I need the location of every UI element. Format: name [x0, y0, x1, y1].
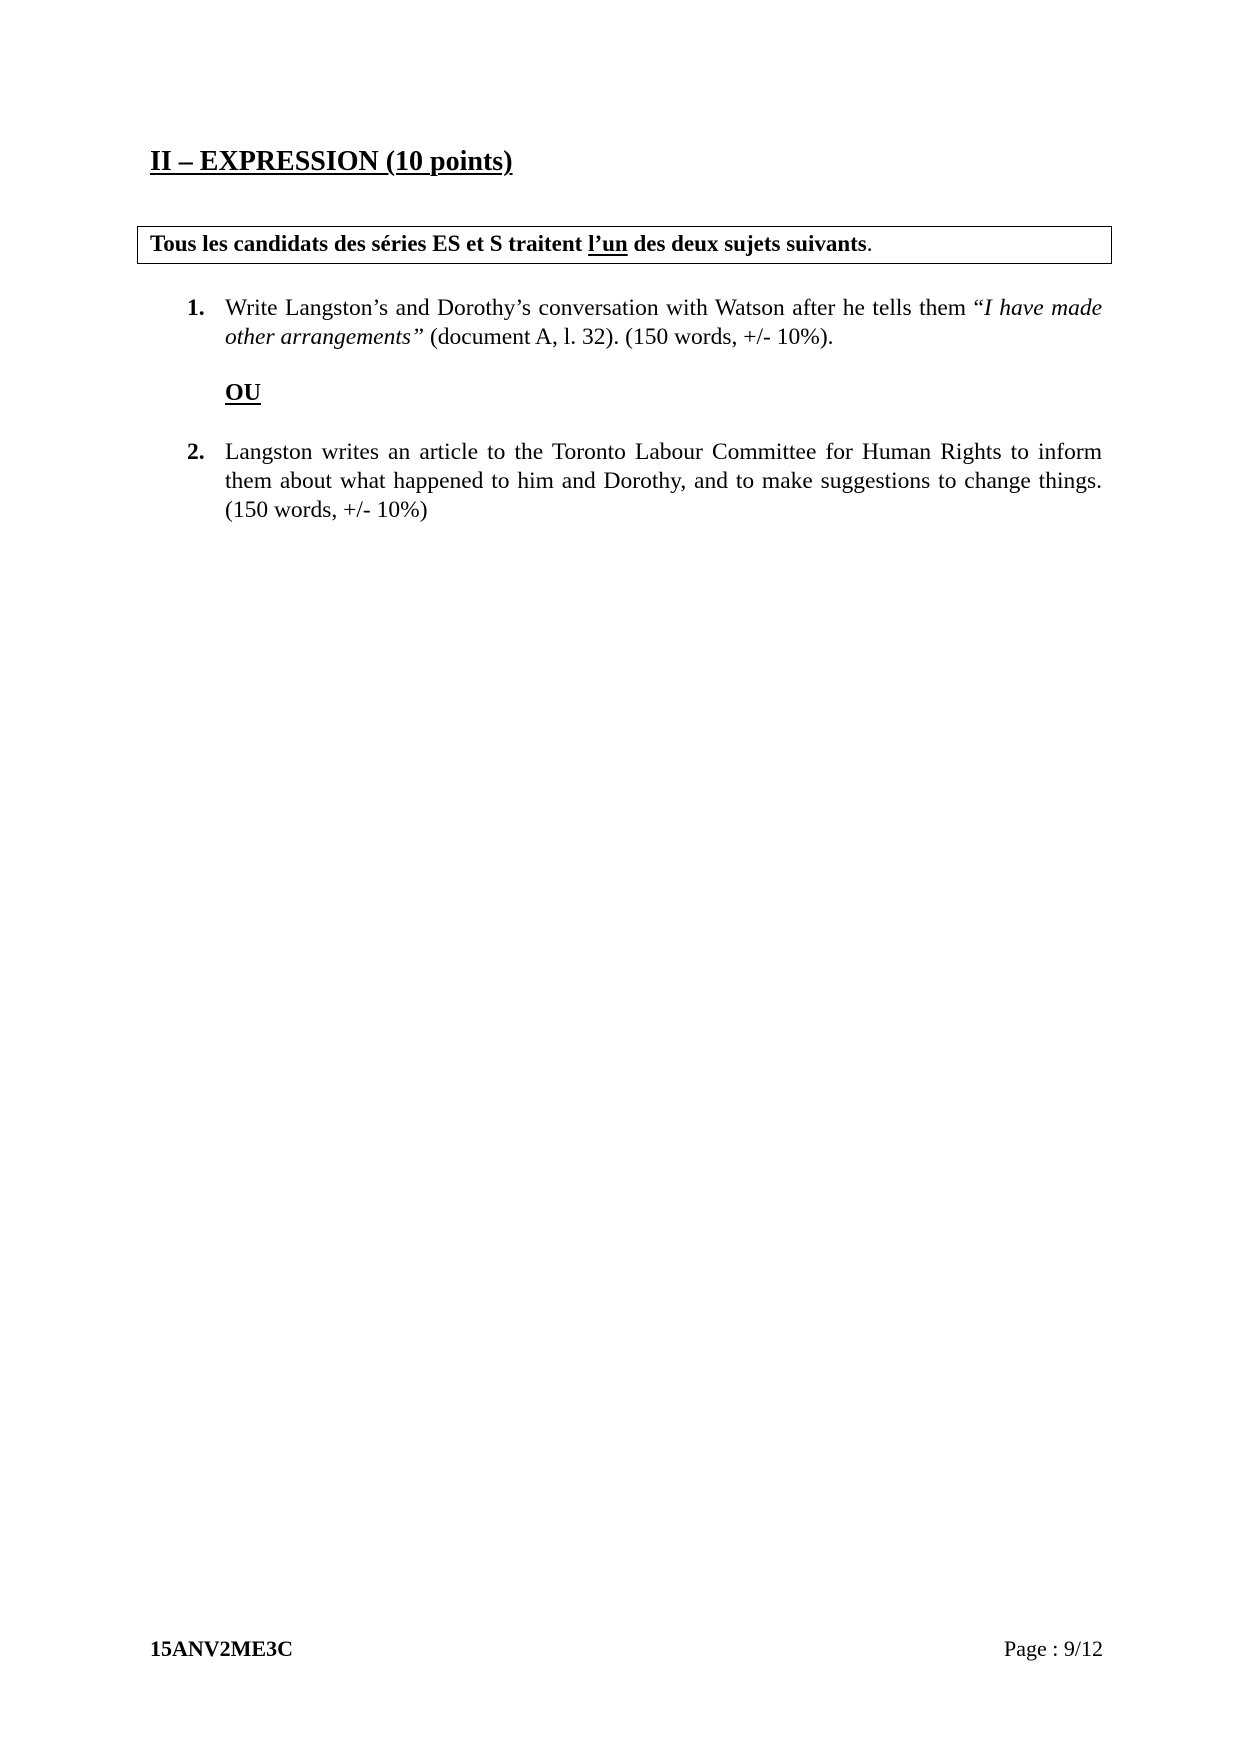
or-label: OU [225, 380, 261, 406]
page-number: Page : 9/12 [1004, 1636, 1103, 1661]
subject-text [225, 294, 1102, 352]
subject-item-1 [187, 294, 1102, 352]
subject-number: 2. [187, 439, 205, 465]
subject-text: Langston writes an article to the Toronto Labour Committee for Human Rights to inform them about what happened to him and Dorothy, and to make suggestions to change things. (150 words, +/- 10%) [225, 439, 1102, 523]
subject-text-before: Write Langston’s and Dorothy’s conversation with Watson after he tells them “ [225, 295, 984, 321]
section-title: II – EXPRESSION (10 points) [150, 146, 513, 177]
subject-item-2 [187, 438, 1102, 525]
instruction-emphasis: l’un [588, 231, 628, 256]
subject-number: 1. [187, 295, 205, 321]
subject-quote: I have made other arrangements” [225, 295, 1103, 350]
instruction-text-after: des deux sujets suivants [627, 231, 867, 256]
subject-text-after: (document A, l. 32). (150 words, +/- 10%). [424, 324, 834, 350]
exam-code: 15ANV2ME3C [150, 1636, 293, 1661]
instruction-text-before: Tous les candidats des séries ES et S traitent [150, 231, 589, 256]
instruction-box [137, 226, 1112, 264]
instruction-period: . [866, 231, 873, 256]
